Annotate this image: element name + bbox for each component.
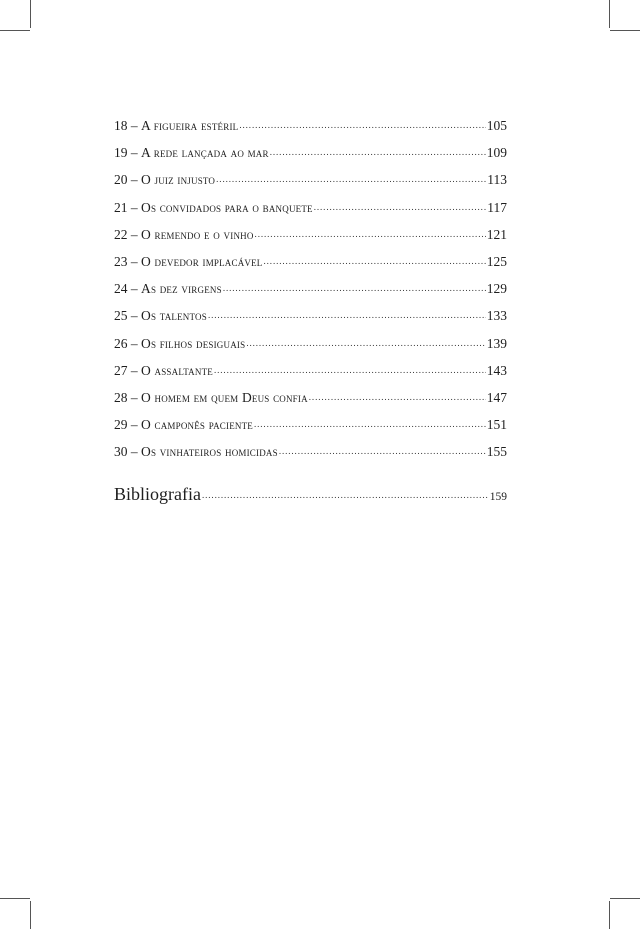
toc-entry-number: 22: [114, 226, 128, 242]
toc-separator: –: [127, 172, 141, 188]
dot-leader: [239, 116, 485, 130]
toc-entry-page: 117: [487, 199, 507, 215]
toc-separator: –: [127, 118, 141, 133]
toc-entry-title: O assaltante: [141, 362, 213, 378]
toc-entry-page: 121: [486, 226, 507, 242]
crop-mark-top-right-horizontal: [610, 30, 640, 31]
dot-leader: [214, 361, 486, 375]
dot-leader: [279, 442, 486, 456]
table-of-contents: [114, 112, 507, 509]
dot-leader: [208, 306, 486, 320]
toc-entry[interactable]: [114, 384, 507, 411]
toc-entry-number: 29: [114, 417, 128, 433]
toc-entry-label: [114, 330, 245, 357]
toc-entry-number: 25: [114, 308, 128, 324]
toc-separator: –: [127, 253, 141, 269]
toc-entry-page: 133: [486, 308, 507, 324]
toc-entry[interactable]: [114, 248, 507, 275]
toc-entry-label: [114, 302, 207, 329]
toc-entry-label: [114, 248, 263, 275]
toc-entry-page: 129: [486, 281, 507, 297]
toc-entry-title: As dez virgens: [141, 281, 222, 297]
toc-entry-number: 26: [114, 335, 128, 351]
toc-separator: –: [127, 226, 141, 242]
toc-entry-label: [114, 275, 222, 302]
toc-entry-title: Os filhos desiguais: [141, 335, 246, 351]
toc-separator: –: [127, 281, 141, 297]
toc-entry-title: O remendo e o vinho: [141, 226, 254, 242]
toc-entry[interactable]: [114, 438, 507, 465]
dot-leader: [223, 279, 486, 293]
toc-separator: –: [127, 362, 141, 378]
toc-entry[interactable]: [114, 194, 507, 221]
toc-entry-bibliography[interactable]: [114, 479, 507, 509]
toc-entry-number: 20: [114, 172, 128, 188]
toc-entry-title: O devedor implacável: [141, 253, 263, 269]
toc-entry-title: O camponês paciente: [141, 417, 253, 433]
toc-entry-label: [114, 357, 213, 384]
toc-entry-label: [114, 112, 238, 139]
bibliography-label: Bibliografia: [114, 484, 201, 505]
toc-entry-title: A rede lançada ao mar: [141, 145, 269, 161]
dot-leader: [246, 334, 485, 348]
dot-leader: [254, 415, 486, 429]
toc-entry[interactable]: [114, 302, 507, 329]
crop-mark-top-left-vertical: [30, 0, 31, 28]
toc-entry-label: [114, 139, 269, 166]
toc-entry-number: 24: [114, 281, 128, 297]
toc-entry-label: [114, 384, 308, 411]
toc-entry-page: 139: [486, 335, 507, 351]
toc-entry-number: 30: [114, 444, 128, 460]
toc-entry-title: Os vinhateiros homicidas: [141, 444, 278, 460]
bibliography-page: 159: [489, 491, 507, 504]
toc-entry-title: O juiz injusto: [141, 172, 216, 188]
toc-entry[interactable]: [114, 112, 507, 139]
toc-entry-page: 113: [487, 172, 507, 188]
toc-entry-number: 23: [114, 253, 128, 269]
toc-entry-page: 155: [486, 444, 507, 460]
toc-entry[interactable]: [114, 357, 507, 384]
toc-separator: –: [127, 335, 141, 351]
toc-entry-label: [114, 166, 215, 193]
toc-entry-page: 109: [486, 145, 507, 161]
toc-entry-page: 151: [486, 417, 507, 433]
toc-entry-label: [114, 221, 254, 248]
toc-entry-number: 19: [114, 145, 128, 161]
toc-entry-page: 125: [486, 253, 507, 269]
toc-entry-label: [114, 194, 313, 221]
toc-entry-title: Os convidados para o banquete: [141, 199, 313, 215]
crop-mark-top-left-horizontal: [0, 30, 30, 31]
toc-separator: –: [127, 145, 141, 161]
toc-separator: –: [127, 308, 141, 324]
crop-mark-bottom-right-vertical: [609, 901, 610, 929]
toc-entry-page: 143: [486, 362, 507, 378]
toc-entry[interactable]: [114, 166, 507, 193]
dot-leader: [264, 252, 486, 266]
toc-entry-page: 147: [486, 389, 507, 405]
toc-entry-label: [114, 411, 253, 438]
dot-leader: [216, 170, 486, 184]
dot-leader: [202, 486, 489, 500]
toc-entry-number: 21: [114, 199, 128, 215]
crop-mark-bottom-right-horizontal: [610, 898, 640, 899]
crop-mark-top-right-vertical: [609, 0, 610, 28]
toc-entry-number: 27: [114, 362, 128, 378]
dot-leader: [309, 388, 486, 402]
toc-separator: –: [127, 389, 141, 405]
toc-entry-number: 28: [114, 389, 128, 405]
toc-entry-page: 105: [486, 118, 507, 133]
toc-entry[interactable]: [114, 411, 507, 438]
dot-leader: [270, 143, 486, 157]
dot-leader: [255, 225, 486, 239]
toc-entry-number: 18: [114, 118, 128, 133]
toc-separator: –: [127, 199, 141, 215]
toc-separator: –: [127, 444, 141, 460]
toc-entry[interactable]: [114, 221, 507, 248]
dot-leader: [314, 198, 487, 212]
toc-separator: –: [127, 417, 141, 433]
crop-mark-bottom-left-vertical: [30, 901, 31, 929]
toc-entry-label: [114, 438, 278, 465]
toc-entry[interactable]: [114, 275, 507, 302]
toc-entry[interactable]: [114, 139, 507, 166]
toc-entry-title: O homem em quem Deus confia: [141, 389, 308, 405]
crop-mark-bottom-left-horizontal: [0, 898, 30, 899]
toc-entry[interactable]: [114, 330, 507, 357]
toc-entry-title: A figueira estéril: [141, 118, 239, 133]
toc-entry-title: Os talentos: [141, 308, 207, 324]
